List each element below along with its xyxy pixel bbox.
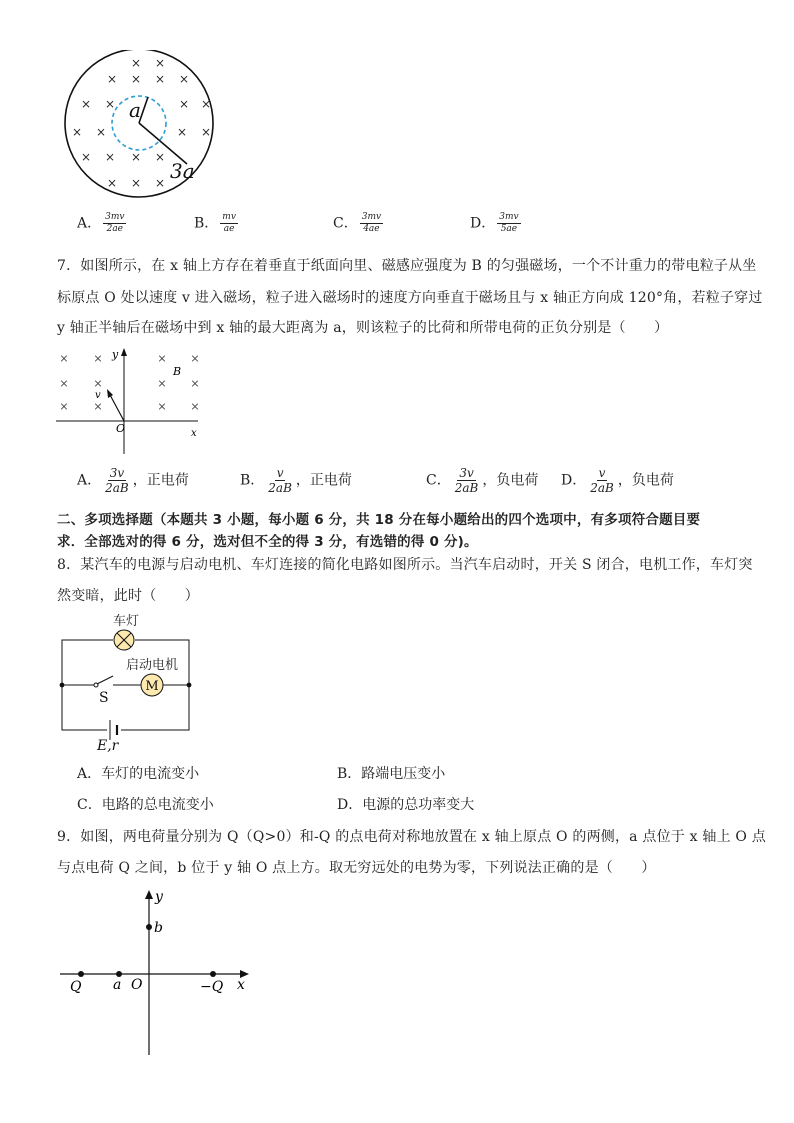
q6-option-d[interactable]: D． $\frac{3mv}{5ae}$	[470, 212, 519, 234]
svg-text:×: ×	[130, 72, 142, 86]
q9-stem-line1: 9．如图，两电荷量分别为 Q（Q>0）和-Q 的点电荷对称地放置在 x 轴上原点 O 的两侧，a 点位于 x 轴上 O 点	[57, 829, 766, 845]
q6-figure	[60, 50, 220, 200]
q7-label-x: x	[191, 428, 197, 439]
q7-label-v: v	[95, 390, 101, 401]
svg-text:×: ×	[178, 72, 190, 86]
svg-text:×: ×	[80, 97, 92, 111]
section2-heading-line2: 求．全部选对的得 6 分，选对但不全的得 3 分，有选错的得 0 分)。	[57, 534, 478, 550]
svg-text:×: ×	[190, 400, 200, 413]
svg-text:×: ×	[200, 97, 212, 111]
q7-label-b: B	[173, 365, 182, 378]
q9-label-a: a	[113, 977, 122, 993]
svg-text:×: ×	[130, 56, 142, 70]
q7-velocity-arrow-icon	[107, 389, 113, 398]
svg-text:×: ×	[95, 125, 107, 139]
svg-text:×: ×	[157, 352, 167, 365]
q8-option-d[interactable]: D．电源的总功率变大	[337, 797, 475, 813]
q6-label-a: a	[129, 98, 141, 122]
svg-text:×: ×	[93, 377, 103, 390]
svg-text:×: ×	[80, 150, 92, 164]
svg-text:×: ×	[200, 125, 212, 139]
q7-option-b-fraction: $\frac{v}{2aB}$	[268, 466, 292, 495]
q7-option-b[interactable]: B． $\frac{v}{2aB}$ ，正电荷	[240, 466, 352, 495]
section2-heading-line1: 二、多项选择题（本题共 3 小题，每小题 6 分，共 18 分在每小题给出的四个选项中，有多项符合题目要	[57, 512, 701, 528]
svg-text:×: ×	[130, 150, 142, 164]
q7-y-arrow-icon	[121, 348, 127, 356]
q8-switch-label: S	[99, 690, 109, 706]
q6-option-c-fraction: $\frac{3mv}{4ae}$	[361, 212, 382, 234]
q8-option-c[interactable]: C．电路的总电流变小	[77, 797, 214, 813]
svg-text:×: ×	[176, 125, 188, 139]
q6-option-b[interactable]: B． $\frac{mv}{ae}$	[194, 212, 236, 234]
q9-label-y: y	[155, 889, 163, 905]
q7-stem-line2: 标原点 O 处以速度 v 进入磁场，粒子进入磁场时的速度方向垂直于磁场且与 x 轴正方向成 120°角，若粒子穿过	[57, 290, 763, 306]
q7-option-d[interactable]: D． $\frac{v}{2aB}$ ，负电荷	[561, 466, 674, 495]
q9-y-arrow-icon	[145, 890, 153, 899]
q7-label-y: y	[112, 348, 119, 361]
q9-stem-line2: 与点电荷 Q 之间，b 位于 y 轴 O 点上方。取无穷远处的电势为零，下列说法正确的是（ ）	[57, 860, 656, 876]
q9-label-x: x	[237, 977, 245, 993]
q8-node-right	[187, 683, 192, 688]
svg-text:×: ×	[157, 400, 167, 413]
svg-text:×: ×	[190, 352, 200, 365]
q6-option-d-fraction: $\frac{3mv}{5ae}$	[499, 212, 519, 234]
q8-node-left	[60, 683, 65, 688]
svg-text:×: ×	[93, 400, 103, 413]
svg-text:×: ×	[71, 125, 83, 139]
q8-source-label: E,r	[97, 738, 119, 754]
svg-text:×: ×	[106, 72, 118, 86]
svg-text:×: ×	[59, 377, 69, 390]
q7-label-origin: O	[116, 422, 126, 435]
q7-option-c-fraction: $\frac{3v}{2aB}$	[454, 466, 479, 495]
svg-text:×: ×	[104, 150, 116, 164]
svg-text:×: ×	[154, 56, 166, 70]
q7-figure	[52, 346, 202, 456]
q9-label-neg-q: −Q	[200, 979, 224, 995]
svg-text:×: ×	[157, 377, 167, 390]
svg-text:×: ×	[154, 150, 166, 164]
q9-point-b	[146, 924, 152, 930]
q7-option-d-fraction: $\frac{v}{2aB}$	[590, 466, 614, 495]
q8-circuit-figure	[55, 608, 200, 758]
q7-option-a[interactable]: A． $\frac{3v}{2aB}$ ，正电荷	[77, 466, 189, 495]
q8-motor-letter: M	[145, 679, 159, 694]
q9-figure	[55, 885, 255, 1060]
q7-stem-line3: y 轴正半轴后在磁场中到 x 轴的最大距离为 a，则该粒子的比荷和所带电荷的正负分别是（ ）	[57, 320, 669, 336]
q8-stem-line1: 8．某汽车的电源与启动电机、车灯连接的简化电路如图所示。当汽车启动时，开关 S 闭合，电机工作，车灯突	[57, 557, 753, 573]
q8-lamp-label: 车灯	[113, 614, 140, 629]
svg-text:×: ×	[59, 352, 69, 365]
q7-velocity-vector	[109, 393, 124, 421]
svg-text:×: ×	[93, 352, 103, 365]
q9-label-b: b	[154, 920, 163, 936]
q6-option-b-fraction: $\frac{mv}{ae}$	[222, 212, 236, 234]
svg-text:×: ×	[59, 400, 69, 413]
q6-label-3a: 3a	[170, 159, 195, 183]
svg-text:×: ×	[154, 72, 166, 86]
svg-text:×: ×	[178, 97, 190, 111]
svg-text:×: ×	[154, 176, 166, 190]
q7-stem-line1: 7．如图所示，在 x 轴上方存在着垂直于纸面向里、磁感应强度为 B 的匀强磁场，一个不计重力的带电粒子从坐	[57, 258, 757, 274]
q6-option-a-fraction: $\frac{3mv}{2ae}$	[105, 212, 125, 234]
q9-label-q: Q	[70, 979, 82, 995]
q8-motor-label: 启动电机	[126, 658, 179, 673]
svg-text:×: ×	[106, 176, 118, 190]
q9-point-q	[78, 971, 84, 977]
q7-option-a-fraction: $\frac{3v}{2aB}$	[105, 466, 129, 495]
q8-stem-line2: 然变暗，此时（ ）	[57, 588, 199, 604]
q6-option-a[interactable]: A． $\frac{3mv}{2ae}$	[77, 212, 125, 234]
q8-option-a[interactable]: A．车灯的电流变小	[77, 766, 200, 782]
q6-option-c[interactable]: C． $\frac{3mv}{4ae}$	[333, 212, 382, 234]
q9-label-origin: O	[131, 977, 143, 993]
q8-option-b[interactable]: B．路端电压变小	[337, 766, 446, 782]
q9-point-neg-q	[210, 971, 216, 977]
q7-field-crosses	[59, 352, 199, 413]
q7-option-c[interactable]: C． $\frac{3v}{2aB}$ ，负电荷	[426, 466, 539, 495]
svg-text:×: ×	[190, 377, 200, 390]
svg-text:×: ×	[130, 176, 142, 190]
q8-switch-blade	[97, 676, 113, 684]
svg-text:×: ×	[104, 97, 116, 111]
